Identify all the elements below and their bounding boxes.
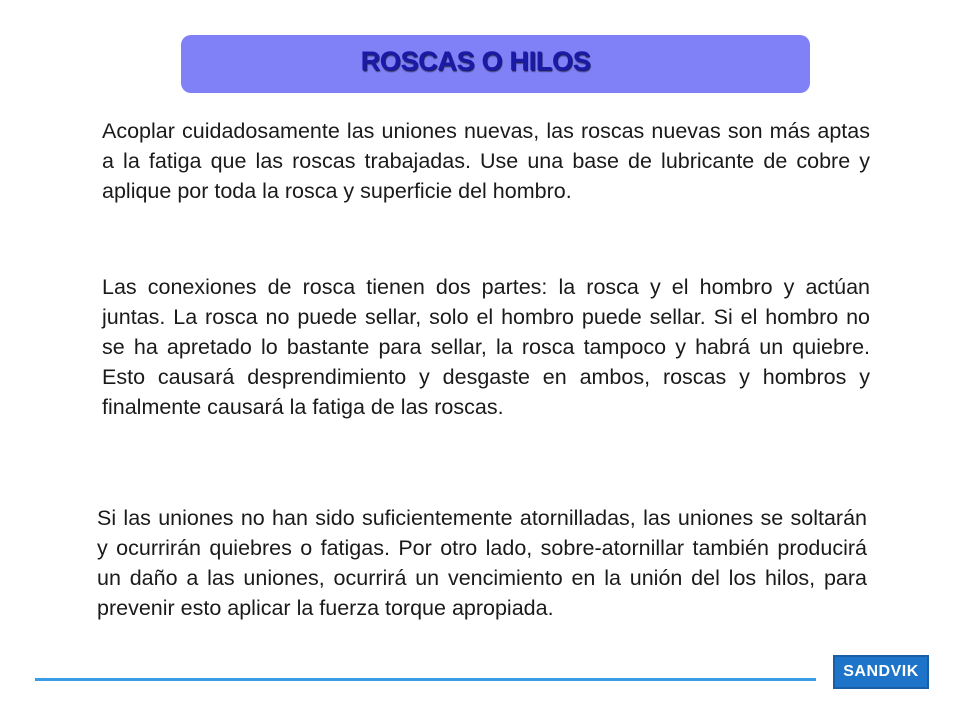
title-banner — [181, 35, 810, 93]
paragraph-2: Las conexiones de rosca tienen dos partes: la rosca y el hombro y actúan juntas. La rosca no puede sellar, solo el hombro puede sellar. Si el hombro no se ha apretado lo bastante para sellar, la rosca tampoco y habrá un quiebre. Esto causará desprendimiento y desgaste en ambos, roscas y hombros y finalmente causará la fatiga de las roscas. — [102, 275, 870, 419]
paragraph-1: Acoplar cuidadosamente las uniones nuevas, las roscas nuevas son más aptas a la fatiga que las roscas trabajadas. Use una base de lubricante de cobre y aplique por toda la rosca y superficie del hombro. — [102, 119, 870, 203]
page-title: ROSCAS O HILOS — [360, 45, 591, 76]
sandvik-logo — [833, 655, 929, 689]
footer-divider — [35, 678, 816, 681]
logo-text: SANDVIK — [843, 663, 919, 680]
paragraph-3: Si las uniones no han sido suficientemente atornilladas, las uniones se soltarán y ocurrirán quiebres o fatigas. Por otro lado, sobre-atornillar también producirá un daño a las uniones, ocurrirá un vencimiento en la unión del los hilos, para prevenir esto aplicar la fuerza torque apropiada. — [97, 506, 867, 620]
